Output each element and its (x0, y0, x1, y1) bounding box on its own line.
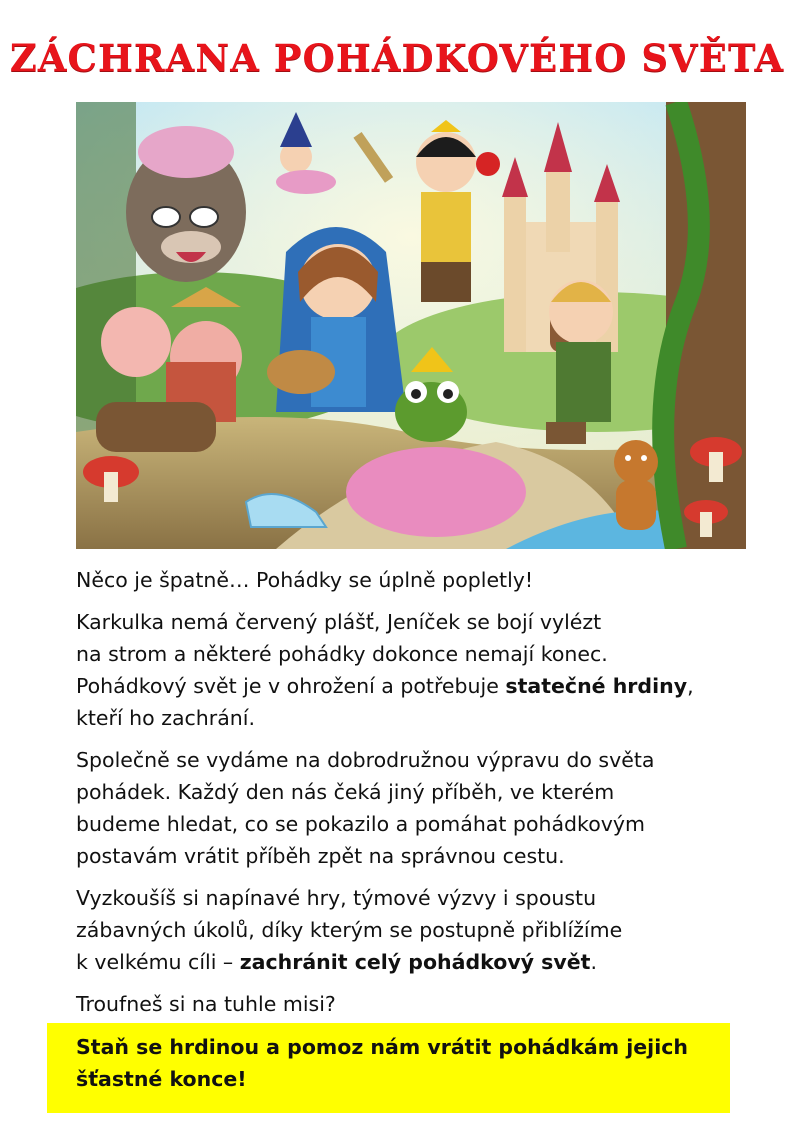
callout-text (76, 1031, 726, 1095)
paragraph-2 (76, 744, 756, 872)
intro-text: Něco je špatně… Pohádky se úplně popletly! (76, 568, 534, 592)
callout-line2: šťastné konce! (76, 1067, 247, 1091)
p3-line3-start: k velkému cíli – (76, 950, 240, 974)
fairy-tale-illustration (76, 102, 746, 549)
page-title: ZÁCHRANA POHÁDKOVÉHO SVĚTA (9, 36, 785, 80)
question-paragraph (76, 988, 756, 1020)
callout-box (47, 1023, 730, 1113)
p3-line1: Vyzkoušíš si napínavé hry, týmové výzvy i spoustu (76, 886, 597, 910)
p3-line2: zábavných úkolů, díky kterým se postupně přiblížíme (76, 918, 623, 942)
p1-line3-end: , (687, 674, 694, 698)
callout-line1: Staň se hrdinou a pomoz nám vrátit pohádkám jejich (76, 1035, 688, 1059)
p3-line3-end: . (590, 950, 597, 974)
p2-line2: pohádek. Každý den nás čeká jiný příběh, ve kterém (76, 780, 615, 804)
question-text: Troufneš si na tuhle misi? (76, 992, 336, 1016)
p1-line3-start: Pohádkový svět je v ohrožení a potřebuje (76, 674, 506, 698)
p2-line1: Společně se vydáme na dobrodružnou výpravu do světa (76, 748, 655, 772)
p1-line1: Karkulka nemá červený plášť, Jeníček se bojí vylézt (76, 610, 602, 634)
p3-highlight: zachránit celý pohádkový svět (239, 950, 591, 974)
p2-line3: budeme hledat, co se pokazilo a pomáhat pohádkovým (76, 812, 645, 836)
body-text (76, 564, 756, 1030)
girl-character (267, 227, 406, 412)
boy-character (546, 280, 613, 444)
wolf-character (126, 126, 246, 282)
paragraph-1 (76, 606, 756, 734)
p1-line2: na strom a některé pohádky dokonce nemají konec. (76, 642, 608, 666)
gingerbread-character (614, 440, 658, 530)
p2-line4: postavám vrátit příběh zpět na správnou cestu. (76, 844, 565, 868)
p1-line4: kteří ho zachrání. (76, 706, 255, 730)
intro-paragraph (76, 564, 756, 596)
paragraph-3 (76, 882, 756, 978)
p1-highlight: statečné hrdiny (505, 674, 688, 698)
